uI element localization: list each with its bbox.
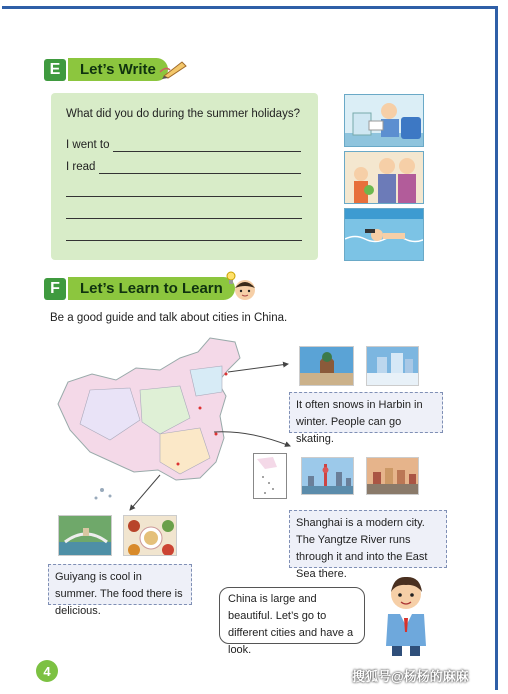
section-f-title: Let’s Learn to Learn: [68, 277, 235, 300]
section-e-title: Let’s Write: [68, 58, 168, 81]
guiyang-photo-2: [123, 515, 177, 556]
watermark-text: 搜狐号@杨杨的麻麻: [352, 669, 469, 684]
line1-label: I went to: [66, 139, 110, 151]
writing-question: What did you do during the summer holidays?: [66, 108, 300, 120]
harbin-photo-2: [366, 346, 419, 386]
shanghai-note: Shanghai is a modern city. The Yangtze River runs through it and into the East Sea there.: [289, 510, 447, 568]
harbin-photo-1: [299, 346, 354, 386]
page-number: 4: [36, 660, 58, 682]
guiyang-photo-1: [58, 515, 112, 556]
section-f-letter: F: [44, 278, 66, 300]
line2-label: I read: [66, 161, 96, 173]
shanghai-photo-1: [301, 457, 354, 495]
section-e-letter: E: [44, 59, 66, 81]
boy-character: [380, 574, 432, 656]
harbin-note: It often snows in Harbin in winter. People can go skating.: [289, 392, 443, 433]
speech-bubble: China is large and beautiful. Let’s go to different cities and have a look.: [219, 587, 365, 644]
shanghai-photo-2: [366, 457, 419, 495]
guiyang-note: Guiyang is cool in summer. The food there is delicious.: [48, 564, 192, 605]
section-f-intro: Be a good guide and talk about cities in China.: [50, 312, 288, 324]
